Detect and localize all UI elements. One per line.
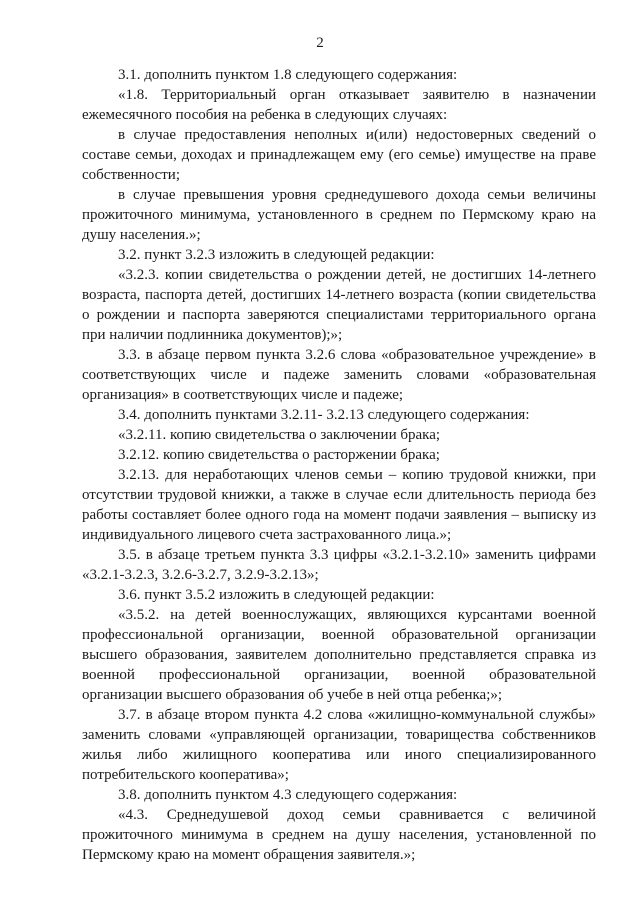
paragraph-4-3: «4.3. Среднедушевой доход семьи сравнивается с величиной прожиточного минимума в среднем на душу населения, установленной по Пермскому краю на момент обращения заявителя.»; <box>82 807 596 863</box>
paragraph-income-excess: в случае превышения уровня среднедушевого дохода семьи величины прожиточного минимума, установленного в среднем по Пермскому краю на душу населения.»; <box>82 187 596 243</box>
paragraph-3-5: 3.5. в абзаце третьем пункта 3.3 цифры «3.2.1-3.2.10» заменить цифрами «3.2.1-3.2.3, 3.2.6-3.2.7, 3.2.9-3.2.13»; <box>82 547 596 583</box>
paragraph-3-8: 3.8. дополнить пунктом 4.3 следующего содержания: <box>118 787 458 803</box>
paragraph-1-8: «1.8. Территориальный орган отказывает заявителю в назначении ежемесячного пособия на ребенка в следующих случаях: <box>82 87 596 123</box>
paragraph-3-2: 3.2. пункт 3.2.3 изложить в следующей редакции: <box>118 247 435 263</box>
paragraph-3-6: 3.6. пункт 3.5.2 изложить в следующей редакции: <box>118 587 435 603</box>
paragraph-3-7: 3.7. в абзаце втором пункта 4.2 слова «жилищно-коммунальной службы» заменить словами «управляющей организации, товарищества собственников жилья либо жилищного кооператива или иного специализированного потребительского кооператива»; <box>82 707 596 783</box>
paragraph-3-2-13: 3.2.13. для неработающих членов семьи – копию трудовой книжки, при отсутствии трудовой книжки, а также в случае если длительность периода без работы составляет более одного года на момент подачи заявления – выписку из индивидуального лицевого счета застрахованного лица.»; <box>82 467 596 543</box>
paragraph-3-5-2: «3.5.2. на детей военнослужащих, являющихся курсантами военной профессиональной организации, военной образовательной организации высшего образования, заявителем дополнительно представляется справка из военной профессиональной организации, военной образовательной организации высшего образования об учебе в ней отца ребенка;»; <box>82 607 596 703</box>
paragraph-3-2-3: «3.2.3. копии свидетельства о рождении детей, не достигших 14-летнего возраста, паспорта детей, достигших 14-летнего возраста (копии свидетельства о рождении и паспорта заверяются специалистами территориального органа при наличии подлинника документов);»; <box>82 267 596 343</box>
paragraph-incomplete-info: в случае предоставления неполных и(или) недостоверных сведений о составе семьи, доходах и принадлежащем ему (его семье) имуществе на праве собственности; <box>82 127 596 183</box>
paragraph-3-4: 3.4. дополнить пунктами 3.2.11- 3.2.13 следующего содержания: <box>118 407 530 423</box>
document-body <box>82 65 596 865</box>
paragraph-3-2-12: 3.2.12. копию свидетельства о расторжении брака; <box>118 447 440 463</box>
paragraph-3-1: 3.1. дополнить пунктом 1.8 следующего содержания: <box>118 67 458 83</box>
paragraph-3-3: 3.3. в абзаце первом пункта 3.2.6 слова «образовательное учреждение» в соответствующих числе и падеже заменить словами «образовательная организация» в соответствующих числе и падеже; <box>82 347 596 403</box>
paragraph-3-2-11: «3.2.11. копию свидетельства о заключении брака; <box>118 427 441 443</box>
page-number: 2 <box>316 35 324 51</box>
